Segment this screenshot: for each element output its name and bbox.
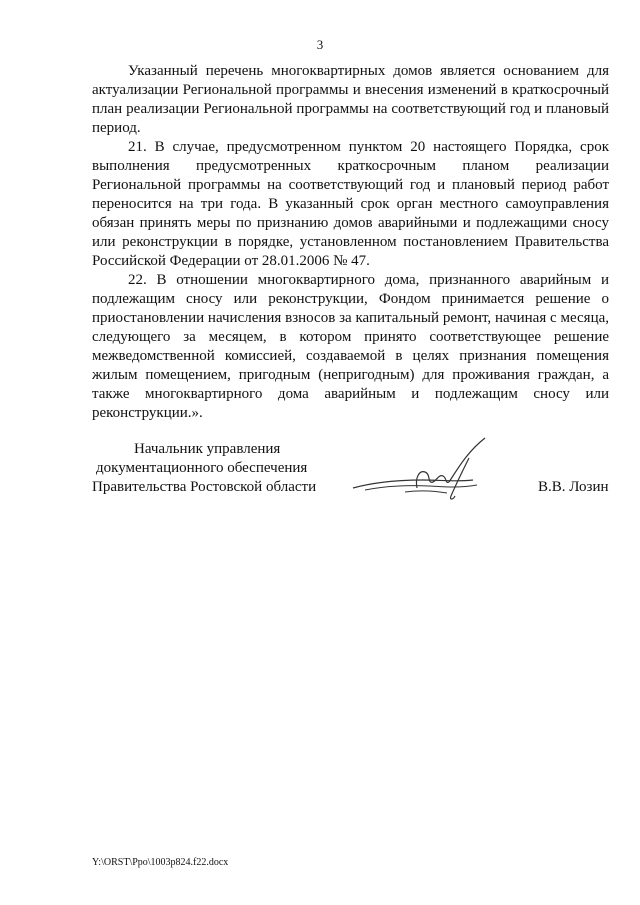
paragraph-22: 22. В отношении многоквартирного дома, признанного аварийным и подлежащим сносу или реконструкции, Фондом принимается решение о приостановлении начисления взносов за капитальный ремонт, начиная с месяца, следующего за месяцем, в котором принято соответствующее решение межведомственной комиссией, создаваемой в целях признания помещения жилым помещением, пригодным (непригодным) для проживания граждан, а также многоквартирного дома аварийным и подлежащим сносу или реконструкции.». — [92, 272, 609, 421]
signer-position-line-2: документационного обеспечения — [96, 460, 308, 476]
paragraph-21: 21. В случае, предусмотренном пунктом 20 настоящего Порядка, срок выполнения предусмотренных краткосрочным планом реализации Региональной программы на соответствующий год и плановый период работ переносится на три года. В указанный срок орган местного самоуправления обязан принять меры по признанию домов аварийными и подлежащими сносу или реконструкции в порядке, установленном постановлением Правительства Российской Федерации от 28.01.2006 № 47. — [92, 139, 609, 269]
file-path-footer: Y:\ORST\Ppo\1003p824.f22.docx — [92, 857, 229, 868]
signer-position-line-3: Правительства Ростовской области — [92, 479, 317, 495]
page-number: 3 — [316, 37, 324, 52]
paragraph-basis: Указанный перечень многоквартирных домов является основанием для актуализации Региональной программы и внесения изменений в краткосрочный план реализации Региональной программы на соответствующий год и плановый период. — [92, 63, 609, 136]
signer-name: В.В. Лозин — [538, 479, 609, 495]
signer-position-line-1: Начальник управления — [134, 441, 281, 457]
signature-block — [0, 440, 640, 510]
document-body — [92, 62, 609, 423]
handwritten-signature — [345, 430, 495, 510]
